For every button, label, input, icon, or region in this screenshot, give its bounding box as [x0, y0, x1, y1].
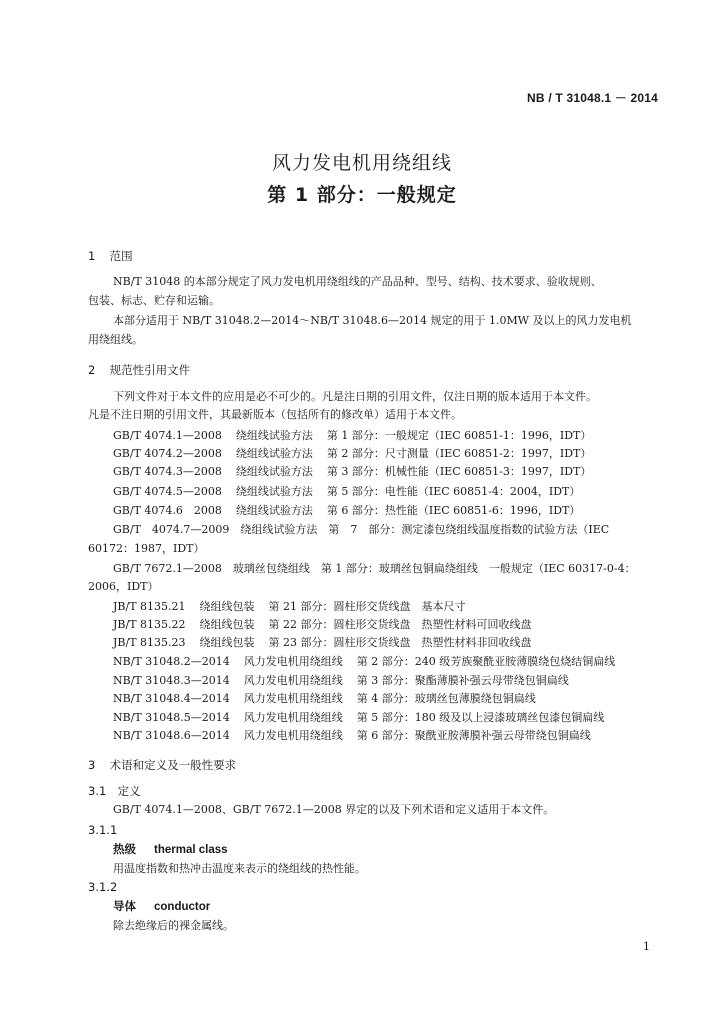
- reference-item: [113, 427, 591, 445]
- reference-part: 第 3 部分：聚酯薄膜补强云母带绕包铜扁线: [356, 674, 569, 687]
- reference-part: 第 5 部分：180 级及以上浸漆玻璃丝包漆包铜扁线: [356, 711, 605, 724]
- reference-item: [113, 483, 580, 501]
- reference-code: JB/T 8135.21: [113, 600, 186, 613]
- reference-item: [113, 653, 615, 671]
- reference-part: 第 6 部分：聚酰亚胺薄膜补强云母带绕包铜扁线: [356, 729, 591, 742]
- reference-name: 绕组线试验方法: [235, 504, 313, 517]
- reference-name: 绕组线试验方法: [235, 465, 313, 478]
- reference-name: 风力发电机用绕组线: [243, 655, 343, 668]
- section-3-1-2-number: 3.1.2: [88, 880, 118, 894]
- section-title: 范围: [109, 249, 133, 263]
- reference-name: 绕组线包装: [199, 600, 255, 613]
- reference-item: [113, 727, 591, 745]
- reference-item: [113, 598, 466, 616]
- document-subtitle: 第 1 部分：一般规定: [267, 184, 457, 206]
- reference-name: 风力发电机用绕组线: [243, 674, 343, 687]
- reference-name: 风力发电机用绕组线: [243, 729, 343, 742]
- page-number: 1: [643, 940, 650, 953]
- term-conductor: [113, 898, 210, 914]
- reference-code: GB/T 4074.6 2008: [113, 504, 222, 517]
- reference-item: [113, 672, 569, 690]
- reference-code: JB/T 8135.22: [113, 618, 186, 631]
- reference-code: NB/T 31048.4—2014: [113, 692, 230, 705]
- reference-item: [113, 709, 604, 727]
- reference-name: 绕组线试验方法: [235, 429, 313, 442]
- reference-name: 绕组线包装: [199, 636, 255, 649]
- reference-7-line-2: 2006，IDT）: [88, 580, 159, 593]
- reference-item: [113, 634, 532, 652]
- reference-code: GB/T 4074.1—2008: [113, 429, 222, 442]
- reference-name: 风力发电机用绕组线: [243, 692, 343, 705]
- reference-code: NB/T 31048.2—2014: [113, 655, 230, 668]
- reference-part: 第 6 部分：热性能（IEC 60851-6：1996，IDT）: [326, 504, 581, 517]
- scope-paragraph-1-line-1: NB/T 31048 的本部分规定了风力发电机用绕组线的产品品种、型号、结构、技术要求、验收规则、: [113, 275, 602, 288]
- normative-intro-line-2: 凡是不注日期的引用文件，其最新版本（包括所有的修改单）适用于本文件。: [88, 408, 462, 421]
- reference-7-line-1: GB/T 7672.1—2008 玻璃丝包绕组线 第 1 部分：玻璃丝包铜扁绕组线 一般规定（IEC 60317-0-4：: [113, 562, 636, 575]
- section-3-heading: [88, 757, 236, 773]
- reference-part: 第 2 部分：240 级芳族聚酰亚胺薄膜绕包烧结铜扁线: [356, 655, 616, 668]
- section-2-heading: [88, 362, 190, 378]
- section-1-heading: [88, 248, 133, 264]
- scope-paragraph-2-line-2: 用绕组线。: [88, 333, 143, 346]
- reference-code: GB/T 4074.5—2008: [113, 485, 222, 498]
- term-english: thermal class: [154, 844, 228, 856]
- reference-part: 第 4 部分：玻璃丝包薄膜绕包铜扁线: [356, 692, 536, 705]
- reference-code: NB/T 31048.3—2014: [113, 674, 230, 687]
- reference-item: [113, 690, 536, 708]
- term-english: conductor: [154, 901, 211, 913]
- reference-name: 风力发电机用绕组线: [243, 711, 343, 724]
- scope-paragraph-1-line-2: 包装、标志、贮存和运输。: [88, 294, 220, 307]
- scope-paragraph-2-line-1: 本部分适用于 NB/T 31048.2—2014～NB/T 31048.6—2014 规定的用于 1.0MW 及以上的风力发电机: [113, 314, 632, 327]
- term-thermal-class: [113, 841, 228, 857]
- reference-item: [113, 445, 591, 463]
- standard-code: NB / T 31048.1 － 2014: [527, 91, 658, 105]
- reference-item: [113, 463, 591, 481]
- reference-part: 第 21 部分：圆柱形交货线盘 基本尺寸: [268, 600, 466, 613]
- reference-6-line-2: 60172：1987，IDT）: [88, 542, 205, 555]
- reference-code: NB/T 31048.6—2014: [113, 729, 230, 742]
- section-number: 2: [88, 363, 96, 377]
- reference-part: 第 5 部分：电性能（IEC 60851-4：2004，IDT）: [326, 485, 581, 498]
- section-number: 1: [88, 249, 96, 263]
- section-title: 规范性引用文件: [109, 363, 191, 377]
- section-title: 定义: [117, 784, 141, 798]
- reference-code: GB/T 4074.3—2008: [113, 465, 222, 478]
- term-chinese: 热级: [113, 842, 136, 856]
- reference-part: 第 1 部分：一般规定（IEC 60851-1：1996，IDT）: [326, 429, 592, 442]
- section-3-1-1-number: 3.1.1: [88, 823, 118, 837]
- section-number: 3: [88, 758, 96, 772]
- reference-name: 绕组线试验方法: [235, 485, 313, 498]
- reference-code: GB/T 4074.2—2008: [113, 447, 222, 460]
- reference-part: 第 2 部分：尺寸测量（IEC 60851-2：1997，IDT）: [326, 447, 592, 460]
- normative-intro-line-1: 下列文件对于本文件的应用是必不可少的。凡是注日期的引用文件，仅注日期的版本适用于本文件。: [113, 390, 597, 403]
- term-chinese: 导体: [113, 899, 136, 913]
- reference-code: NB/T 31048.5—2014: [113, 711, 230, 724]
- reference-part: 第 23 部分：圆柱形交货线盘 热塑性材料非回收线盘: [268, 636, 532, 649]
- reference-part: 第 22 部分：圆柱形交货线盘 热塑性材料可回收线盘: [268, 618, 532, 631]
- section-title: 术语和定义及一般性要求: [109, 758, 237, 772]
- reference-code: JB/T 8135.23: [113, 636, 186, 649]
- reference-name: 绕组线试验方法: [235, 447, 313, 460]
- section-3-1-heading: [88, 783, 141, 799]
- definitions-intro: GB/T 4074.1—2008、GB/T 7672.1—2008 界定的以及下列术语和定义适用于本文件。: [113, 803, 555, 816]
- reference-6-line-1: GB/T 4074.7—2009 绕组线试验方法 第 7 部分：测定漆包绕组线温度指数的试验方法（IEC: [113, 523, 610, 536]
- reference-item: [113, 616, 532, 634]
- reference-name: 绕组线包装: [199, 618, 255, 631]
- document-title: 风力发电机用绕组线: [271, 152, 452, 174]
- term-definition: 除去绝缘后的裸金属线。: [113, 919, 234, 932]
- reference-item: [113, 502, 580, 520]
- section-number: 3.1: [88, 784, 107, 798]
- term-definition: 用温度指数和热冲击温度来表示的绕组线的热性能。: [113, 862, 366, 875]
- reference-part: 第 3 部分：机械性能（IEC 60851-3：1997，IDT）: [326, 465, 592, 478]
